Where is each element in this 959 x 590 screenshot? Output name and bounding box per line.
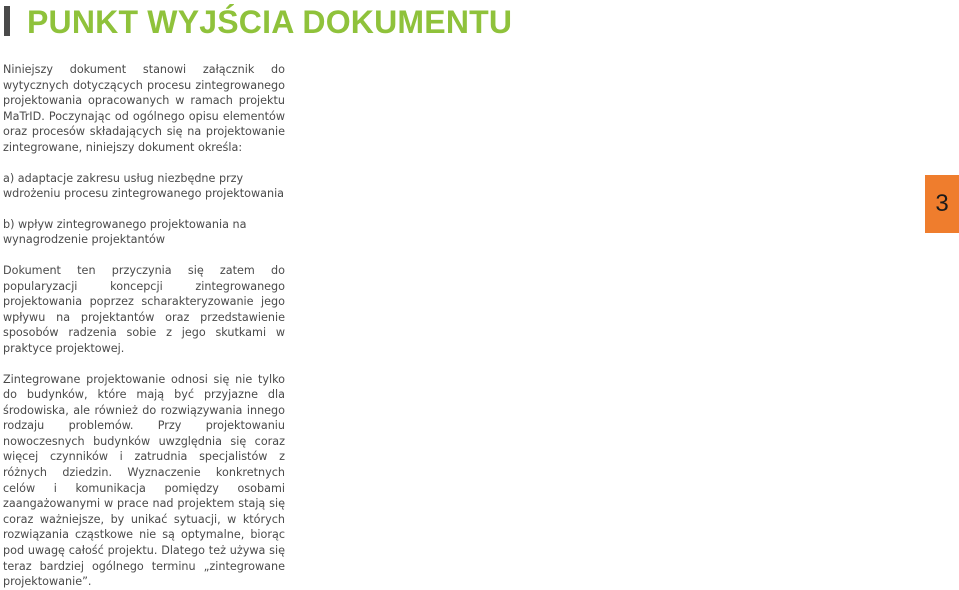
- page-number-tab: [925, 175, 959, 233]
- intro-paragraph: Niniejszy dokument stanowi załącznik do wytycznych dotyczących procesu zintegrowanego projektowania opracowanych w ramach projektu MaTrID. Poczynając od ogólnego opisu elementów oraz procesów składających się na projektowanie zintegrowane, niniejszy dokument określa:: [3, 63, 285, 154]
- page-title: PUNKT WYJŚCIA DOKUMENTU: [27, 4, 513, 40]
- text-column: [3, 62, 285, 590]
- summary-paragraph: Dokument ten przyczynia się zatem do popularyzacji koncepcji zintegrowanego projektowania poprzez scharakteryzowanie jego wpływu na projektantów oraz przedstawienie sposobów radzenia sobie z jego skutkami w praktyce projektowej.: [3, 263, 285, 355]
- body-paragraph: Zintegrowane projektowanie odnosi się nie tylko do budynków, które mają być przyjazne dla środowiska, ale również do rozwiązywania innego rodzaju problemów. Przy projektowaniu nowoczesnych budynków uwzględnia się coraz więcej czynników i zatrudnia specjalistów z różnych dziedzin. Wyznaczenie konkretnych celów i komunikacja pomiędzy osobami zaangażowanymi w prace nad projektem stają się coraz ważniejsze, by unikać sytuacji, w których rozwiązania cząstkowe nie są optymalne, biorąc pod uwagę całość projektu. Dlatego też używa się teraz bardziej ogólnego terminu „zintegrowane projektowanie”.: [3, 372, 285, 589]
- list-item-a: a) adaptacje zakresu usług niezbędne przy wdrożeniu procesu zintegrowanego projektowania: [3, 171, 285, 201]
- page-number: 3: [935, 190, 949, 217]
- title-accent-bar: [4, 6, 10, 36]
- list-item-b: b) wpływ zintegrowanego projektowania na wynagrodzenie projektantów: [3, 217, 247, 247]
